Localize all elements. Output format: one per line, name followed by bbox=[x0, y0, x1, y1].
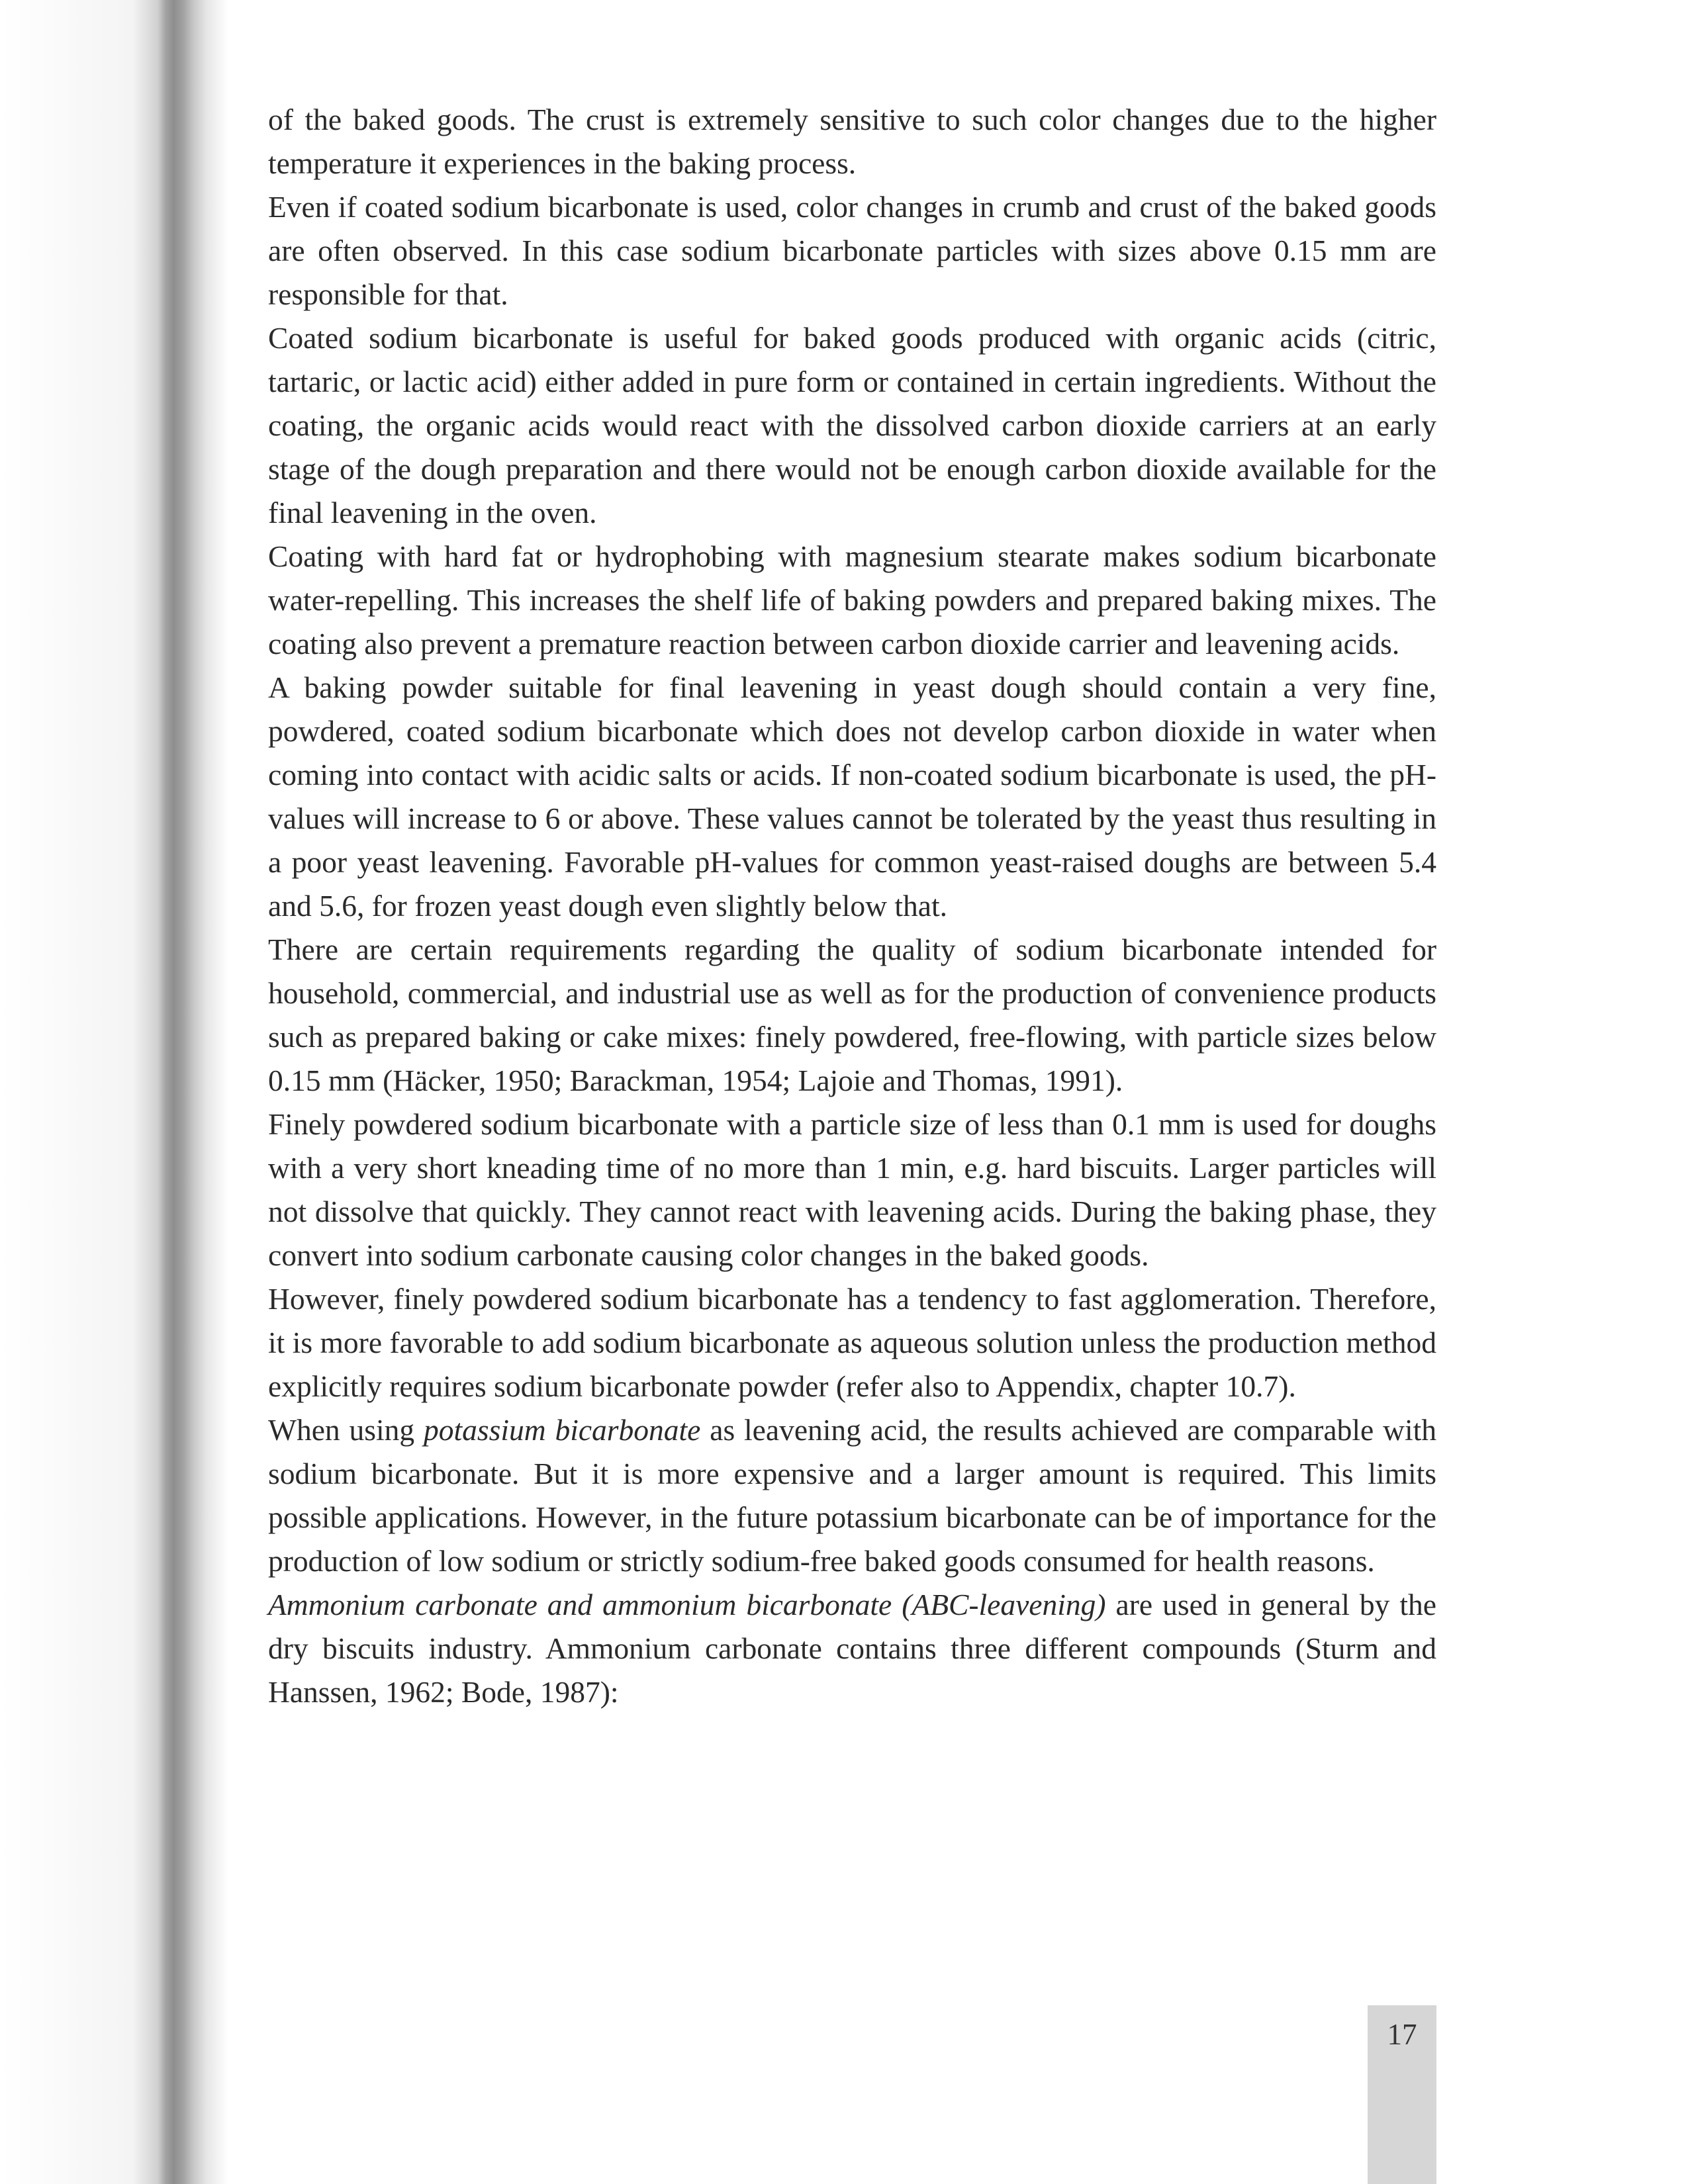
potassium-lead-text: When using bbox=[268, 1413, 424, 1447]
ammonium-rest-text: are used in general by the dry biscuits industry. Ammonium carbonate contains three different compounds (Sturm and Hanssen, 1962; Bode, 1987): bbox=[268, 1588, 1436, 1709]
abc-leavening-term: Ammonium carbonate and ammonium bicarbonate (ABC-leavening) bbox=[268, 1588, 1106, 1621]
paragraph-agglomeration: However, finely powdered sodium bicarbonate has a tendency to fast agglomeration. Therefore, it is more favorable to add sodium bicarbonate as aqueous solution unless the production method explicitly requires sodium bicarbonate powder (refer also to Appendix, chapter 10.7). bbox=[268, 1282, 1436, 1403]
paragraph-ammonium-carbonate bbox=[268, 1583, 1436, 1714]
paragraph-organic-acids: Coated sodium bicarbonate is useful for baked goods produced with organic acids (citric, tartaric, or lactic acid) either added in pure form or contained in certain ingredients. Without the coating, the organic acids would react with the dissolved carbon dioxide carriers at an early stage of the dough preparation and there would not be enough carbon dioxide available for the final leavening in the oven. bbox=[268, 321, 1436, 529]
potassium-bicarbonate-term: potassium bicarbonate bbox=[424, 1413, 701, 1447]
paragraph-crust-color: of the baked goods. The crust is extremely sensitive to such color changes due to the higher temperature it experiences in the baking process. bbox=[268, 103, 1436, 180]
paragraph-quality-requirements: There are certain requirements regarding the quality of sodium bicarbonate intended for household, commercial, and industrial use as well as for the production of convenience products such as prepared baking or cake mixes: finely powdered, free-flowing, with particle sizes below 0.15 mm (Häcker, 1950; Barackman, 1954; Lajoie and Thomas, 1991). bbox=[268, 933, 1436, 1097]
potassium-rest-text: as leavening acid, the results achieved are comparable with sodium bicarbonate. But it is more expensive and a larger amount is required. This limits possible applications. However, in the future potassium bicarbonate can be of importance for the production of low sodium or strictly sodium-free baked goods consumed for health reasons. bbox=[268, 1413, 1436, 1578]
paragraph-potassium-bicarbonate bbox=[268, 1408, 1436, 1583]
paragraph-finely-powdered: Finely powdered sodium bicarbonate with a particle size of less than 0.1 mm is used for doughs with a very short kneading time of no more than 1 min, e.g. hard biscuits. Larger particles will not dissolve that quickly. They cannot react with leavening acids. During the baking phase, they convert into sodium carbonate causing color changes in the baked goods. bbox=[268, 1107, 1436, 1272]
page-number: 17 bbox=[1387, 2018, 1417, 2051]
page-number-tab bbox=[1368, 2005, 1436, 2184]
paragraph-coated-color-changes: Even if coated sodium bicarbonate is used, color changes in crumb and crust of the baked goods are often observed. In this case sodium bicarbonate particles with sizes above 0.15 mm are responsible for that. bbox=[268, 190, 1436, 311]
body-text bbox=[268, 98, 1436, 1714]
paragraph-coating-hard-fat: Coating with hard fat or hydrophobing with magnesium stearate makes sodium bicarbonate water-repelling. This increases the shelf life of baking powders and prepared baking mixes. The coating also prevent a premature reaction between carbon dioxide carrier and leavening acids. bbox=[268, 539, 1436, 660]
page-spine-shadow bbox=[0, 0, 238, 2184]
paragraph-yeast-dough: A baking powder suitable for final leavening in yeast dough should contain a very fine, powdered, coated sodium bicarbonate which does not develop carbon dioxide in water when coming into contact with acidic salts or acids. If non-coated sodium bicarbonate is used, the pH-values will increase to 6 or above. These values cannot be tolerated by the yeast thus resulting in a poor yeast leavening. Favorable pH-values for common yeast-raised doughs are between 5.4 and 5.6, for frozen yeast dough even slightly below that. bbox=[268, 670, 1436, 923]
